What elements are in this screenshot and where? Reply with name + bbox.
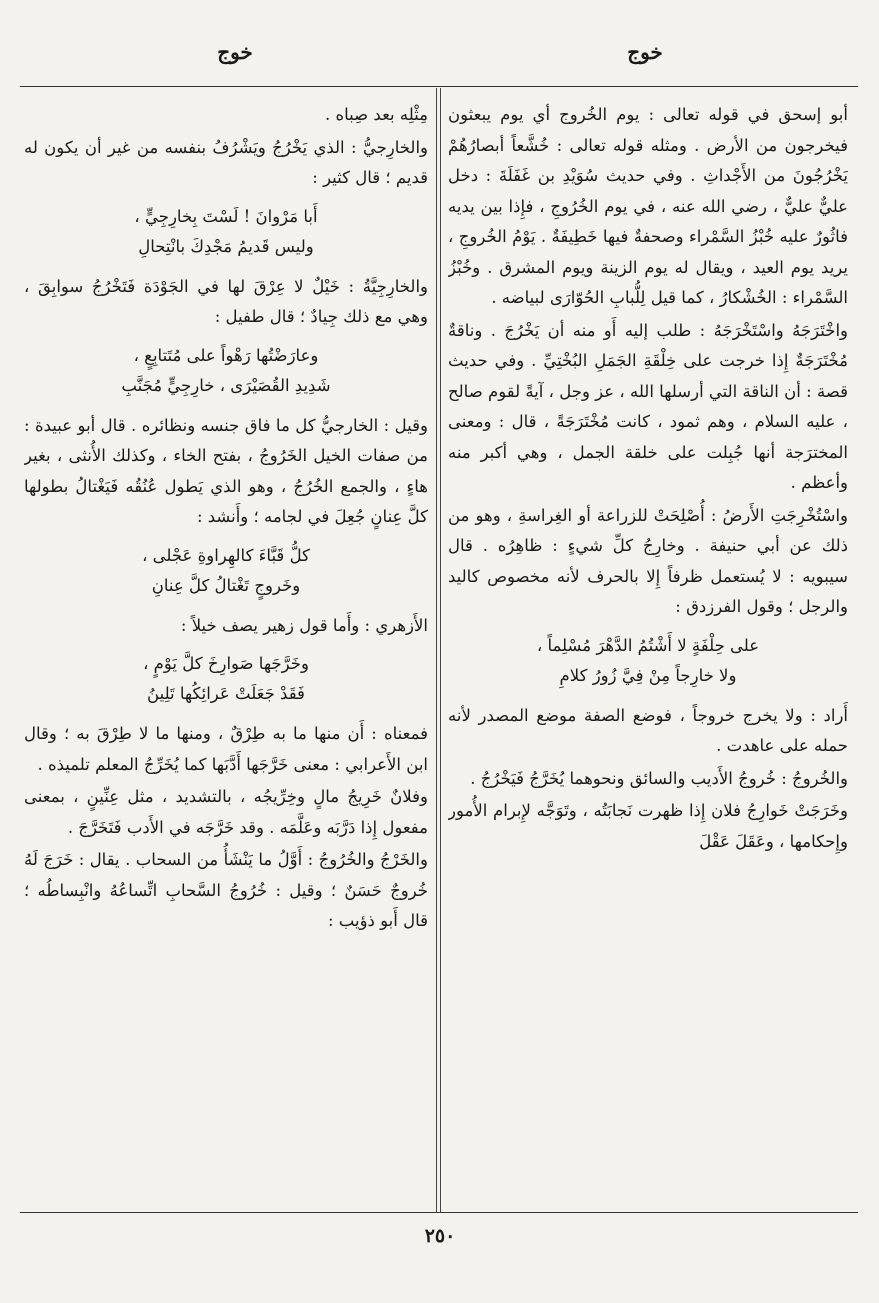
bottom-rule <box>20 1212 858 1213</box>
top-rule <box>20 86 858 87</box>
paragraph: أَراد : ولا يخرج خروجاً ، فوضع الصفة موضع المصدر لأنه حمله على عاهدت . <box>448 705 848 755</box>
page-number: ٢٥٠ <box>424 1225 456 1247</box>
verse-line: شَدِيدِ القُصَيْرَى ، خارِجِيٍّ مُجَنَّبِ <box>121 375 331 395</box>
left-column <box>24 100 428 1205</box>
right-header-word: خوج <box>627 40 663 64</box>
column-divider <box>440 88 441 1212</box>
verse-line: وليس قَديمُ مَجْدِكَ بانْتِحالِ <box>138 236 314 256</box>
right-column <box>448 100 848 1205</box>
left-header-word: خوج <box>217 40 253 64</box>
paragraph: والخارِجِيَّةُ : خَيْلٌ لا عِرْقَ لها في الجَوْدَة فَتَخْرُجُ سوابِقَ ، وهي مع ذلك جِيادٌ ؛ قال طفيل : <box>24 276 428 326</box>
verse-line: كلُّ قَبَّاءَ كالهِراوةِ عَجْلى ، <box>142 545 310 565</box>
paragraph: واسْتُخْرِجَتِ الأَرضُ : أُصْلِحَتْ للزراعة أو الغِراسةِ ، وهو من ذلك عن أبي حنيفة . وخارِجُ كلِّ شيءٍ : ظاهِرُه . قال سيبويه : لا يُستعمل ظرفاً إِلا بالحرف لأنه مخصوص كاليد والرجل ؛ وقول الفرزدق : <box>448 505 848 616</box>
paragraph: واخْتَرَجَهُ واسْتَخْرَجَهُ : طلب إليه أَو منه أن يَخْرُجَ . وناقةٌ مُخْتَرَجَةٌ إِذا خرجت على خِلْقَةِ الجَمَلِ البُخْتِيِّ . وفي حديث قصة : أن الناقة التي أرسلها الله ، عز وجل ، آيةً لقوم صالح ، عليه السلام ، وهم ثمود ، كانت مُخْتَرَجَةً ، قال : ومعنى المخترَجة أنها جُبِلت على خلقة الجمل ، وهي أكبر منه وأعظم . <box>448 320 848 492</box>
verse-line: فَقَدْ جَعَلَتْ عَرائِكُها تَلِينُ <box>147 684 305 703</box>
verse-line: أَبا مَرْوانَ ! لَسْتَ بِخارِجِيٍّ ، <box>134 206 318 226</box>
paragraph: وخَرَجَتْ خَوارِجُ فلان إِذا ظهرت نَجابَتُه ، وتَوَجَّه لإِبرام الأُمور وإِحكامها ، وعَقَلَ عَقْلَ <box>448 801 848 851</box>
verse-line: وخَروجٍ تَغْتالُ كلَّ عِنانِ <box>151 575 301 595</box>
paragraph: والخَرْجُ والخُرُوجُ : أَوَّلُ ما يَنْشَأُ من السحاب . يقال : خَرَجَ لَهُ خُروجٌ حَسَنٌ ؛ وقيل : خُرُوجُ السَّحابِ اتِّساعُهُ وانْبِساطُه ؛ قال أَبو ذؤيب : <box>24 850 428 930</box>
verse-line: على حِلْفَةٍ لا أَشْتُمُ الدَّهْرَ مُسْلِماً ، <box>536 635 760 655</box>
paragraph: والخارِجيُّ : الذي يَخْرُجُ ويَشْرُفُ بنفسه من غير أن يكون له قديم ؛ قال كثير : <box>24 137 428 187</box>
paragraph: وقيل : الخارجيُّ كل ما فاق جنسه ونظائره . قال أبو عبيدة : من صفات الخيل الخَرُوجُ ، بفتح الخاء ، وكذلك الأُنثى ، بغير هاءٍ ، والجمع الخُرُجُ ، وهو الذي يَطول عُنُقُه فَيَغْتالُ بطولها كلَّ عِنانٍ جُعِلَ في لجامه ؛ وأَنشد : <box>24 415 428 526</box>
verse <box>24 202 428 262</box>
verse-line: وخَرَّجَها صَوارِخَ كلَّ يَوْمٍ ، <box>143 654 309 673</box>
verse <box>448 631 848 691</box>
column-divider <box>436 88 437 1212</box>
verse-line: ولا خارِجاً مِنْ فِيَّ زُورُ كلامِ <box>559 665 737 685</box>
verse <box>24 341 428 401</box>
paragraph: والخُروجُ : خُروجُ الأَديب والسائق ونحوهما يُخَرَّجُ فَيَخْرُجُ . <box>470 768 848 788</box>
paragraph: فمعناه : أَن منها ما به طِرْقٌ ، ومنها ما لا طِرْقَ به ؛ وقال ابن الأَعرابي : معنى خَرَّجَها أَدَّبَها كما يُخَرِّجُ المعلم تلميذه . <box>24 724 428 774</box>
paragraph: مِثْلِه بعد صِباه . <box>325 105 428 124</box>
verse <box>24 541 428 601</box>
paragraph: الأَزهري : وأَما قول زهير يصف خيلاً : <box>180 615 428 635</box>
paragraph: وفلانٌ خَرِيجُ مالٍ وخِرِّيجُه ، بالتشديد ، مثل عِنِّينٍ ، بمعنى مفعول إِذا دَرَّبَه وعَلَّمَه . وقد خَرَّجَه في الأَدب فَتَخَرَّجَ . <box>24 787 428 837</box>
verse <box>24 649 428 709</box>
verse-line: وعارَضْتُها رَهْواً على مُتَتابِعٍ ، <box>133 345 319 365</box>
paragraph: أبو إسحق في قوله تعالى : يوم الخُروج أي يوم يبعثون فيخرجون من الأرض . ومثله قوله تعالى : خُشَّعاً أبصارُهُمْ يَخْرُجُونَ من الأَجْداثِ . وفي حديث سُوَيْدِ بن غَفَلَةَ : دخل عليٌّ عليٌّ ، رضي الله عنه ، في يوم الخُرُوجِ ، فإِذا بين يديه فاثُورٌ عليه خُبْزُ السَّمْراء وصحفةٌ فيها خَطِيفَةٌ . يَوْمُ الخُروجِ ، يريد يوم العيد ، ويقال له يوم الزينة ويوم المشرق . وخُبْزُ السَّمْراء : الخُشْكارُ ، كما قيل لِلُّبابِ الحُوّارَى لبياضه . <box>448 105 848 307</box>
